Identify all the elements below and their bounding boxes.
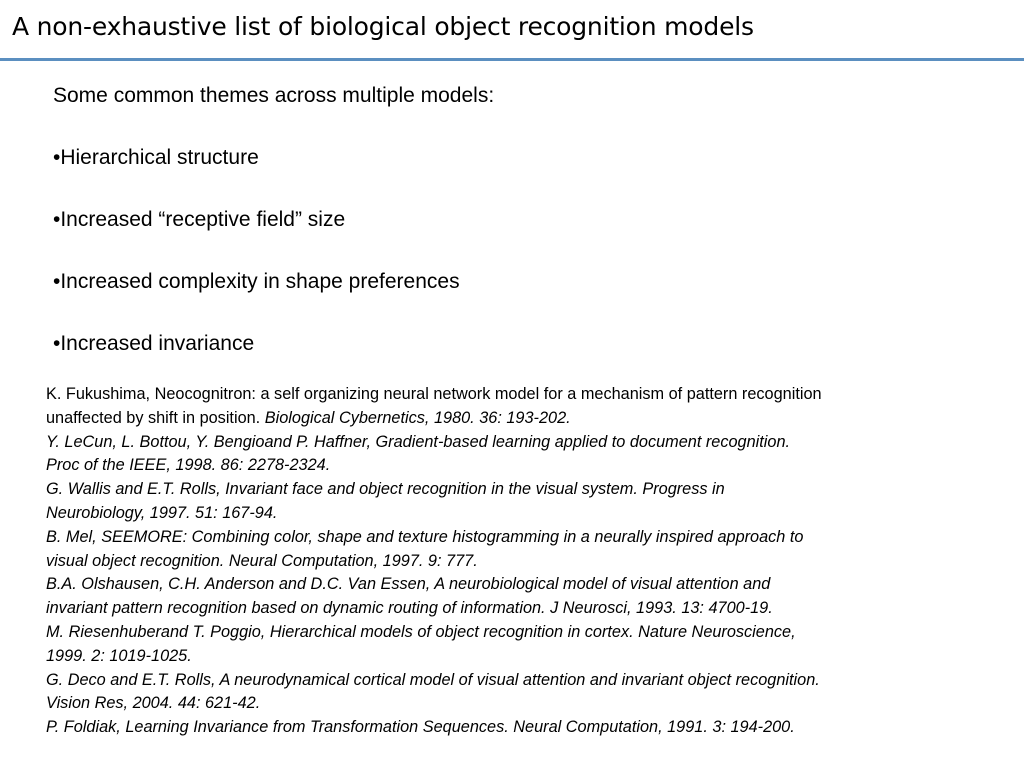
reference-text: unaffected by shift in position.: [46, 408, 265, 427]
slide-title: A non-exhaustive list of biological object recognition models: [12, 12, 754, 41]
references-list: [46, 383, 1006, 740]
theme-bullet: •Increased invariance: [53, 332, 255, 355]
theme-bullet: •Increased “receptive field” size: [53, 208, 346, 231]
reference-line: visual object recognition. Neural Computation, 1997. 9: 777.: [46, 551, 478, 570]
reference-line: G. Wallis and E.T. Rolls, Invariant face and object recognition in the visual system. Progress in: [46, 480, 725, 499]
reference-journal: Biological Cybernetics, 1980. 36: 193-202.: [264, 408, 571, 427]
title-divider: [0, 58, 1024, 61]
reference-line: K. Fukushima, Neocognitron: a self organizing neural network model for a mechanism of pattern recognition: [46, 385, 822, 403]
reference-line: Proc of the IEEE, 1998. 86: 2278-2324.: [46, 456, 331, 475]
reference-line: Neurobiology, 1997. 51: 167-94.: [46, 503, 278, 522]
reference-line: 1999. 2: 1019-1025.: [46, 646, 192, 665]
reference-line: Y. LeCun, L. Bottou, Y. Bengioand P. Haffner, Gradient-based learning applied to document recognition.: [46, 432, 791, 451]
reference-line: B. Mel, SEEMORE: Combining color, shape and texture histogramming in a neurally inspired approach to: [46, 527, 804, 546]
theme-bullet: •Hierarchical structure: [53, 146, 259, 169]
reference-line: [46, 407, 1006, 431]
themes-heading: Some common themes across multiple models:: [53, 84, 495, 107]
reference-line: invariant pattern recognition based on dynamic routing of information. J Neurosci, 1993. 13: 4700-19.: [46, 599, 773, 618]
reference-line: G. Deco and E.T. Rolls, A neurodynamical cortical model of visual attention and invariant object recognition.: [46, 670, 820, 689]
theme-bullet: •Increased complexity in shape preferences: [53, 270, 460, 293]
themes-list: [53, 86, 494, 396]
reference-line: B.A. Olshausen, C.H. Anderson and D.C. Van Essen, A neurobiological model of visual attention and: [46, 575, 771, 594]
reference-line: M. Riesenhuberand T. Poggio, Hierarchical models of object recognition in cortex. Nature Neuroscience,: [46, 622, 796, 641]
reference-line: Vision Res, 2004. 44: 621-42.: [46, 694, 261, 713]
reference-line: P. Foldiak, Learning Invariance from Transformation Sequences. Neural Computation, 1991. 3: 194-200.: [46, 718, 795, 737]
